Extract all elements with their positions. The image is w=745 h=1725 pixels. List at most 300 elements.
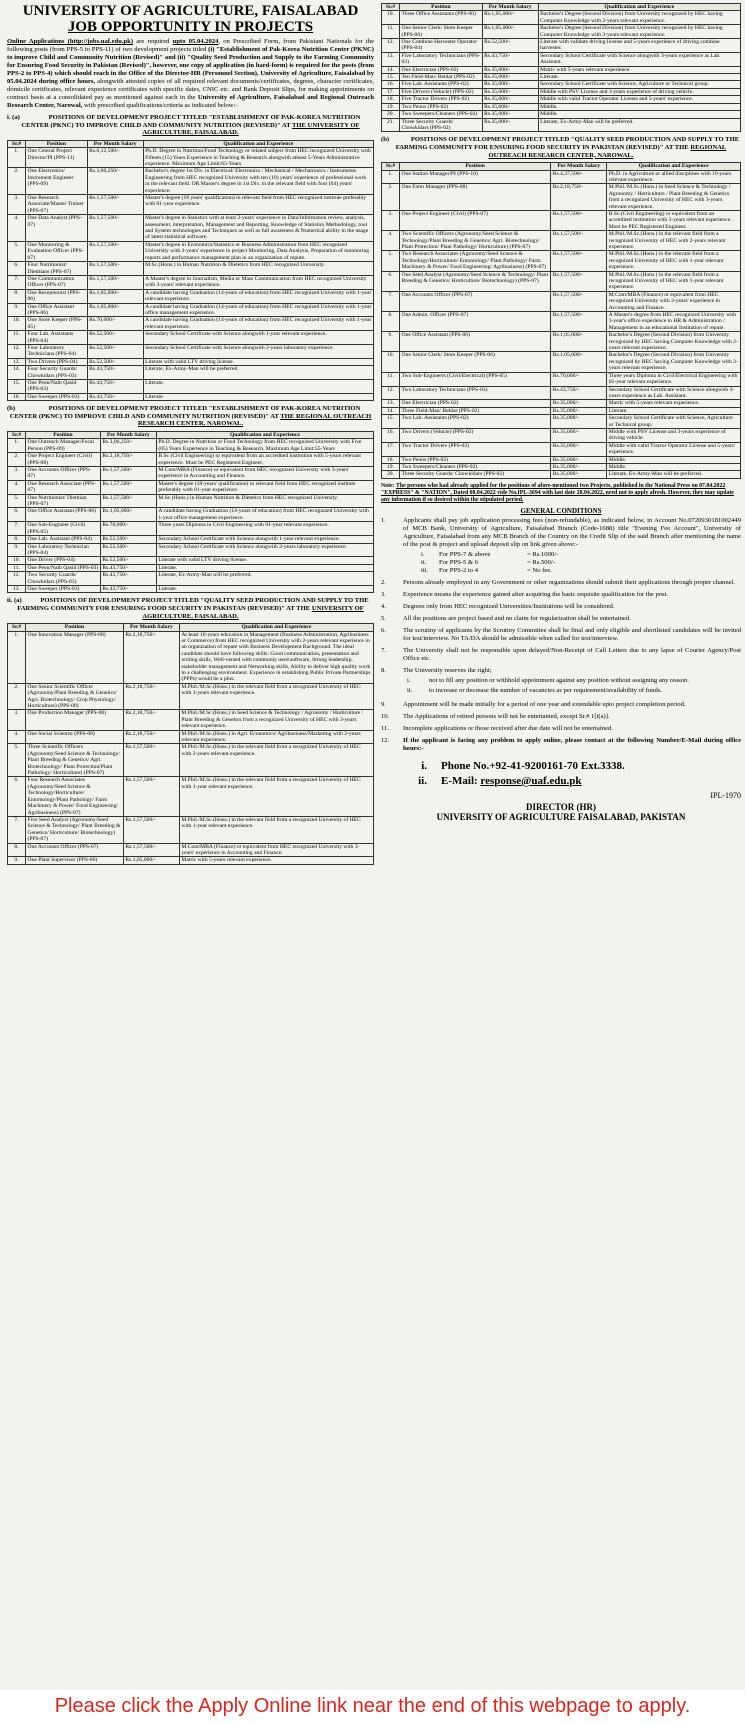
- table-row: [8, 536, 374, 543]
- row-number: 4.: [382, 231, 400, 251]
- section-label: i. (a): [7, 114, 20, 121]
- salary-cell: Rs.35,000/-: [551, 471, 607, 478]
- positions-table: [381, 162, 741, 479]
- table-row: [8, 557, 374, 564]
- table-row: [8, 777, 374, 816]
- salary-cell: Rs.1,57,500/-: [551, 210, 607, 230]
- condition-11: 11. Incomplete applications or those received after due date will not be entertained.: [381, 725, 741, 733]
- qualification-cell: Three years Diploma in Civil/Electrical Engineering with 01-year relevant experience.: [607, 372, 741, 386]
- position-cell: One Plant Supervisor (PPS-06): [26, 857, 124, 864]
- row-number: 11.: [8, 331, 26, 345]
- project-titles: (i) "Establishment of Pak-Korea Nutrition Center (PKNC) to improve Child and Community Nutrition (Revised)" and (ii) "Quality Seed Production and Supply to the Farming Community for Ensuring Food Security in Pakistan (Revised)", however, one copy of application (in hard-form) is required for the posts (from PPS-2 to PPS-4) which should reach in the Office of the Director-HR (Personnel Section), University of Agriculture, Faisalabad by 05.04.2024 during office hours,: [7, 46, 374, 85]
- row-number: 2.: [8, 453, 26, 467]
- position-cell: One Store Keeper (PPS-05): [26, 317, 88, 331]
- table-header-row: [8, 624, 374, 631]
- row-number: 15.: [382, 415, 400, 429]
- position-header: Position: [400, 4, 483, 11]
- fee-list: [421, 551, 741, 575]
- position-cell: Four Laboratory Technicians (PPS-04): [26, 344, 88, 358]
- salary-cell: Rs.1,57,500/-: [551, 291, 607, 311]
- qualification-cell: M.Sc.(Hons.) in Human Nutrition & Dietetics from HEC recognized University.: [156, 494, 373, 508]
- qualification-cell: Literate with validate driving license and 5-years experience of driving combine harvester.: [538, 39, 740, 53]
- row-number: 7.: [8, 275, 26, 289]
- section-ii-b: [381, 136, 741, 478]
- position-cell: Two Peons (PPS-02): [400, 103, 483, 110]
- table-row: [8, 168, 374, 195]
- interview-location: University of Agriculture, Faisalabad and Regional Outreach Research Center, Narowal,: [7, 94, 375, 109]
- qualification-cell: Matric with 5-years relevant experience.: [179, 857, 373, 864]
- table-row: [8, 303, 374, 317]
- online-applications-link[interactable]: Online Applications (http://jobs.uaf.edu.pk): [7, 38, 134, 45]
- condition-text: Applicants shall pay job application processing fees (non-refundable), as indicated below, in Account No.0720930181002449 of MCB Bank, University of Agriculture, Faisalabad Branch (Code-1688) title "Evening Fee Account", University of Agriculture, Faisalabad from any MCB Branch of the Country on the Credit Slip of the said Branch after mentioning the name of the post & project and upload deposit slip on link given above:-: [403, 516, 741, 548]
- qualification-cell: Literate, Ex-Army-Man will be preferred.: [607, 471, 741, 478]
- qualification-cell: M.Phil./M.Sc.(Hons.) in the relevant field from a recognized University of HEC with 2-years relevant experience.: [179, 744, 373, 777]
- row-number: 14.: [382, 66, 400, 73]
- qualification-cell: Middle with valid Tractor Operator License and 5-years' experience.: [538, 96, 740, 103]
- salary-cell: Rs.1,57,500/-: [100, 494, 156, 508]
- position-cell: One Outreach Manager/Focal Person (PPS-09): [26, 439, 101, 453]
- section-label: ii. (a): [7, 597, 22, 605]
- position-cell: Two Research Associates (Agronomy/Seed Science & Technology/Horticulture/ Entomology/ Plant Pathology/ Farm Machinery & Power/ Food Engineering/ Agribusiness) (PPS-07): [400, 251, 551, 271]
- table-row: [382, 118, 741, 132]
- table-row: [8, 275, 374, 289]
- row-number: 8.: [8, 843, 26, 857]
- qualification-cell: M.Phil./M.Sc.(Hons.) in the relevant field from a recognized University of HEC with 3-years relevant experience.: [179, 683, 373, 710]
- position-cell: One Electrician (PPS-02): [400, 400, 551, 407]
- position-cell: One Sweeper (PPS-03): [26, 585, 101, 592]
- qualification-cell: Middle.: [607, 456, 741, 463]
- condition-text: Degrees only from HEC recognized Universities/Institutions will be considered.: [403, 602, 615, 610]
- table-row: [382, 463, 741, 470]
- sr-header: Sr.#: [8, 140, 26, 147]
- positions-table: [7, 623, 374, 865]
- fee-amount: = Rs.1000/-: [527, 550, 559, 558]
- qualification-cell: Literate, Ex-Army-Man will be preferred.: [156, 572, 373, 586]
- general-conditions-heading: GENERAL CONDITIONS: [520, 506, 602, 515]
- qualification-cell: Master's degree (18 years' qualification) in relevant field from HEC recognized institute preferably with 01-year experience.: [143, 195, 373, 215]
- section-title-text: POSITIONS OF DEVELOPMENT PROJECT TITLED "ESTABLISHMENT OF PAK-KOREA NUTRITION CENTER (PKNC) TO IMPROVE CHILD AND COMMUNITY NUTRITION (REVISED)" AT: [21, 114, 361, 129]
- table-row: [382, 103, 741, 110]
- qualification-cell: Literate.: [538, 74, 740, 81]
- table-row: [382, 184, 741, 211]
- table-row: [382, 111, 741, 118]
- qualification-cell: Literate.: [156, 564, 373, 571]
- position-cell: Two Sub-Engineers (Civil/Electrical) (PPS-05): [400, 372, 551, 386]
- salary-cell: Rs.1,05,000/-: [482, 11, 538, 25]
- qualification-cell: Middle.: [538, 111, 740, 118]
- position-cell: One Seed Analyst (Agronomy/Seed Science & Technology/ Plant Breeding & Genetics/ Horticulture/ Biotechnology) (PPS-07): [400, 271, 551, 291]
- section-ii-a-part2: [381, 3, 741, 132]
- qualification-cell: M.Phil./M.Sc.(Hons.) in Agri. Economics/ Agribusiness/Marketing with 2-years relevant experience.: [179, 730, 373, 744]
- qualification-cell: M.Phil./M.Sc.(Hons.) in the relevant field from a recognized University of HEC with 1-year relevant experience.: [179, 777, 373, 816]
- position-cell: Five Lab. Assistants (PPS-02): [400, 81, 483, 88]
- table-row: [8, 631, 374, 683]
- table-row: [8, 744, 374, 777]
- position-cell: Five Seed Analyst (Agronomy/Seed Science & Technology/ Plant Breeding & Genetics/ Horticulture/ Biotechnology) (PPS-07): [26, 816, 124, 843]
- qualification-cell: Middle.: [607, 463, 741, 470]
- row-number: 17.: [382, 442, 400, 456]
- table-row: [382, 352, 741, 372]
- phone-number[interactable]: Phone No.+92-41-9200161-70 Ext.3338.: [441, 759, 625, 772]
- salary-header: Per Month Salary: [87, 140, 143, 147]
- apply-online-notice: Please click the Apply Online link near the end of this webpage to apply.: [54, 1695, 691, 1717]
- qualification-cell: Matric with 5-years relevant experience.: [538, 66, 740, 73]
- qualification-cell: Literate.: [143, 393, 373, 400]
- table-header-row: [382, 4, 741, 11]
- row-number: 4.: [8, 730, 26, 744]
- table-row: [8, 148, 374, 168]
- section-title: [381, 136, 741, 159]
- position-cell: One Office Assistant (PPS-06): [26, 508, 101, 522]
- fee-row: [421, 551, 741, 559]
- section-title-location: REGIONAL OUTREACH RESEARCH CENTER, NAROWAL.: [488, 143, 727, 159]
- qualification-cell: M.Com/MBA (Finance) or equivalent from HEC recognized University with 3-years' experience in Accounting and Finance.: [179, 843, 373, 857]
- row-number: 13.: [8, 358, 26, 365]
- table-row: [8, 564, 374, 571]
- position-cell: One Peon/Naib Qasid (PPS-03): [26, 564, 101, 571]
- row-number: 5.: [8, 241, 26, 261]
- qualification-cell: Literate with valid LTV driving license.: [143, 358, 373, 365]
- position-cell: One Social Scientist (PPS-08): [26, 730, 124, 744]
- salary-cell: Rs.35,000/-: [482, 118, 538, 132]
- qualification-cell: Middle.: [538, 103, 740, 110]
- table-row: [8, 358, 374, 365]
- table-row: [382, 372, 741, 386]
- row-number: 3.: [8, 467, 26, 481]
- intro-text: with prescribed qualifications/criteria as indicated below:-: [82, 102, 238, 109]
- qualification-cell: A Master's degree from HEC recognized University with 3-year's office experience in HR & Administration / Management in an educational Institution of repute.: [607, 312, 741, 332]
- salary-cell: Rs.70,000/-: [87, 317, 143, 331]
- fee-amount: = No fee.: [527, 566, 552, 574]
- position-cell: One Lab. Assistant (PPS-04): [26, 536, 101, 543]
- row-number: 1.: [382, 170, 400, 184]
- row-number: 10.: [382, 352, 400, 372]
- table-row: [382, 39, 741, 53]
- qualification-cell: B.Sc (Civil Engineering) or equivalent from an accredited institution with 5-years relevant experience. Must be PEC Registered Engineer.: [156, 453, 373, 467]
- table-row: [8, 522, 374, 536]
- section-i-a: [7, 114, 374, 401]
- position-cell: One Research Associate/Master Trainer (PPS-07): [26, 195, 88, 215]
- condition-7: 7. The University shall not be responsible upon delayed/Non-Receipt of Call Letters due to any lapse of Courier Agency/Post Office etc.: [381, 646, 741, 662]
- qualification-header: Qualification and Experience: [179, 624, 373, 631]
- condition-text: The University reserves the right;: [403, 666, 492, 674]
- row-number: 2.: [8, 168, 26, 195]
- salary-cell: Rs.35,000/-: [482, 66, 538, 73]
- qualification-cell: A candidate having Graduation (14-years of education) from HEC recognized University with 1-year relevant experience.: [143, 317, 373, 331]
- table-row: [8, 494, 374, 508]
- section-title-location: THE UNIVERSITY OF AGRICULTURE, FAISALABAD.: [142, 121, 360, 137]
- salary-cell: Rs.70,000/-: [100, 522, 156, 536]
- position-header: Position: [26, 140, 88, 147]
- position-cell: One Driver (PPS-04): [26, 557, 101, 564]
- row-number: 18.: [382, 96, 400, 103]
- qualification-cell: Bachelor's degree 1st Div. in Electrical/ Electronics / Mechanical / Mechatronics / Instruments Engineering from HEC recognized University with ten (10) years' experience of professional work in the relevant field. OR Master's degree in 1st Div. in the relevant field with four (04) years' experience.: [143, 168, 373, 195]
- qualification-cell: Secondary School Certificate with Science alongwith 3-years experience as Lab. Assistant.: [607, 386, 741, 400]
- positions-table: [381, 3, 741, 132]
- row-number: 12.: [382, 39, 400, 53]
- row-number: 20.: [382, 111, 400, 118]
- table-row: [382, 81, 741, 88]
- position-cell: One Monitoring & Evaluation Officer (PPS-07): [26, 241, 88, 261]
- table-row: [382, 456, 741, 463]
- qualification-cell: Secondary School Certificate with Science alongwith 1-year relevant experience.: [156, 536, 373, 543]
- qualification-cell: Secondary School Certificate with Science alongwith 1-year relevant experience.: [143, 331, 373, 345]
- table-row: [382, 271, 741, 291]
- position-cell: Five Drivers (Vehicle) (PPS-02): [400, 88, 483, 95]
- table-row: [8, 508, 374, 522]
- section-title-text: POSITIONS OF DEVELOPMENT PROJECT TITLED "ESTABLISHMENT OF PAK-KOREA NUTRITION CENTER (PKNC) TO IMPROVE CHILD AND COMMUNITY NUTRITION (REVISED)" AT: [9, 405, 361, 420]
- salary-cell: Rs.35,000/-: [482, 111, 538, 118]
- sr-header: Sr.#: [8, 432, 26, 439]
- section-ii-a-part1: [7, 597, 374, 864]
- salary-cell: Rs.35,000/-: [551, 428, 607, 442]
- row-number: 13.: [8, 585, 26, 592]
- table-row: [8, 730, 374, 744]
- salary-cell: Rs.1,57,500/-: [123, 816, 179, 843]
- position-cell: Three Office Assistants (PPS-06): [400, 11, 483, 25]
- row-number: 4.: [8, 215, 26, 242]
- salary-cell: Rs.43,750/-: [482, 52, 538, 66]
- condition-5: 5. All the positions are project based and no claim for regularization shall be entertained.: [381, 615, 741, 623]
- row-number: 9.: [382, 332, 400, 352]
- condition-9: 9. Appointment will be made initially for a period of one year and extendable upto project completion period.: [381, 701, 741, 709]
- intro-text: are required: [133, 38, 173, 45]
- table-header-row: [8, 432, 374, 439]
- salary-cell: Rs.1,57,500/-: [551, 231, 607, 251]
- qualification-cell: Bachelor's Degree (Second Division) from University recognized by HEC having Computer Knowledge with 3-years relevant experience.: [538, 25, 740, 39]
- salary-cell: Rs.1,57,500/-: [551, 251, 607, 271]
- position-cell: One Sub-Engineer (Civil) (PPS-05): [26, 522, 101, 536]
- qualification-cell: A candidate having Graduation (14-years of education) from HEC recognized University with 1-year relevant experience.: [143, 289, 373, 303]
- table-row: [8, 683, 374, 710]
- row-number: 5.: [8, 744, 26, 777]
- salary-cell: Rs.1,05,000/-: [123, 857, 179, 864]
- position-cell: One Innovation Manager (PPS-08): [26, 631, 124, 683]
- position-cell: Two Lab. Assistants (PPS-02): [400, 415, 551, 429]
- position-cell: One Admin. Officer (PPS-07): [400, 312, 551, 332]
- salary-cell: Rs.1,57,500/-: [123, 843, 179, 857]
- condition-text: The Applications of retired persons will not be entertained, except Sr.# 1[i(a)].: [403, 712, 610, 720]
- row-number: 12.: [382, 386, 400, 400]
- table-row: [382, 471, 741, 478]
- intro-paragraph: [7, 38, 374, 110]
- ad-heading: JOB OPPORTUNITY IN PROJECTS: [67, 19, 314, 35]
- qualification-cell: Secondary School Certificate with Science alongwith 2-years laboratory experience.: [143, 344, 373, 358]
- table-row: [8, 331, 374, 345]
- table-row: [382, 251, 741, 271]
- qualification-cell: A candidate having Graduation (14-years of education) from HEC recognized University with 1-year office management experience.: [156, 508, 373, 522]
- note-text: The persons who had already applied for the positions of afore-mentioned two Projects, published in the National Press on 07.04.2022 "EXPRESS" & "NATION", Dated 08.04.2022 vide No.IPL-3694 with last date 28.04.2022, need not to apply afresh. However, they may update any information if so desired within the stipulated period.: [381, 482, 734, 503]
- table-row: [382, 291, 741, 311]
- salary-cell: Rs.1,05,000/-: [87, 289, 143, 303]
- position-header: Position: [26, 432, 101, 439]
- row-number: 5.: [8, 494, 26, 508]
- position-cell: Two Security Guards/ Chowkidars (PPS-03): [26, 572, 101, 586]
- position-cell: Three Field-Man/ Beldar (PPS-02): [400, 407, 551, 414]
- sr-header: Sr.#: [382, 163, 400, 170]
- salary-cell: Rs.52,500/-: [482, 39, 538, 53]
- salary-cell: Rs.1,57,500/-: [87, 215, 143, 242]
- position-cell: One Laboratory Technician (PPS-04): [26, 543, 101, 557]
- position-cell: One Nutritionist/ Dietitian (PPS-07): [26, 494, 101, 508]
- row-number: 17.: [382, 88, 400, 95]
- fee-index: iii.: [421, 566, 429, 574]
- director-title: DIRECTOR (HR): [525, 801, 597, 812]
- row-number: 3.: [8, 195, 26, 215]
- note-label: Note:: [381, 482, 395, 489]
- ad-title: [7, 3, 374, 35]
- position-header: Position: [400, 163, 551, 170]
- left-column: [7, 3, 374, 865]
- table-row: [8, 843, 374, 857]
- row-number: 1.: [8, 439, 26, 453]
- table-row: [382, 415, 741, 429]
- salary-cell: Rs.1,05,000/-: [551, 332, 607, 352]
- salary-cell: Rs.1,57,500/-: [551, 312, 607, 332]
- qualification-cell: M.Phil./M.Sc.(Hons.) in the relevant field from a recognized University of HEC with 1-year relevant experience.: [607, 251, 741, 271]
- table-row: [382, 428, 741, 442]
- table-row: [382, 88, 741, 95]
- section-label: (b): [7, 405, 16, 413]
- condition-8: 8. The University reserves the right; i. not to fill any position or withhold appointment against any position without assigning any reason. ii. to increase or decrease the number of vacancies as per requirement/availability of funds.: [381, 666, 689, 694]
- row-number: 15.: [382, 74, 400, 81]
- position-cell: Four Lab. Assistants (PPS-04): [26, 331, 88, 345]
- row-number: 4.: [8, 480, 26, 494]
- position-cell: One Accounts Officer (PPS-07): [26, 467, 101, 481]
- table-row: [8, 480, 374, 494]
- salary-cell: Rs.43,750/-: [100, 564, 156, 571]
- qualification-cell: Matric with 5-years relevant experience.: [607, 400, 741, 407]
- qualification-cell: Three years Diploma in Civil Engineering with 01-year relevant experience.: [156, 522, 373, 536]
- row-number: 9.: [8, 543, 26, 557]
- qualification-cell: Literate with valid LTV driving license.: [156, 557, 373, 564]
- position-cell: Two Drivers (Vehicle) (PPS-02): [400, 428, 551, 442]
- salary-cell: Rs.43,750/-: [87, 366, 143, 380]
- fee-scale: For PPS-5 & 6: [439, 558, 479, 566]
- table-row: [382, 210, 741, 230]
- position-cell: Two Peons (PPS-02): [400, 456, 551, 463]
- salary-cell: Rs.1,57,500/-: [87, 241, 143, 261]
- position-cell: One Electrician (PPS-02): [400, 66, 483, 73]
- intro-text: alongwith attested copies of all required relevant documents/certificates, degrees, character certificates, domicile certificates, relevant experience certificates with specific dates, CNIC etc. and Bank Deposit Slips, for making appointments on contract basis at a consolidated pay as mentioned against each in the: [7, 78, 374, 101]
- row-number: 14.: [382, 407, 400, 414]
- position-cell: Two Drivers (PPS-04): [26, 358, 88, 365]
- qualification-cell: Bachelor's Degree (Second Division) from University recognized by HEC having Computer Knowledge with 2-years relevant experience.: [607, 332, 741, 352]
- email-link[interactable]: response@uaf.edu.pk: [480, 774, 582, 787]
- salary-cell: Rs.35,000/-: [482, 88, 538, 95]
- salary-cell: Rs.35,000/-: [482, 74, 538, 81]
- salary-cell: Rs.2,18,750/-: [123, 730, 179, 744]
- salary-cell: Rs.52,500/-: [100, 557, 156, 564]
- row-number: 8.: [8, 536, 26, 543]
- table-row: [8, 710, 374, 730]
- row-number: 5.: [382, 251, 400, 271]
- condition-4: 4. Degrees only from HEC recognized Universities/Institutions will be considered.: [381, 603, 741, 611]
- qualification-cell: M.Com/MBA (Finance) or equivalent from HEC recognized University with 3-years' experience in Accounting and Finance.: [156, 467, 373, 481]
- position-cell: Ten Field-Man/ Beldar (PPS-02): [400, 74, 483, 81]
- condition-text: The University shall not be responsible upon delayed/Non-Receipt of Call Letters due to any lapse of Courier Agency/Post Office etc.: [403, 646, 741, 662]
- fee-scale: For PPS-2 to 4: [439, 566, 479, 574]
- qualification-header: Qualification and Experience: [538, 4, 740, 11]
- qualification-cell: M.Phil./M.Sc.(Hons.) in the relevant field from a recognized University of HEC with 1-year relevant experience.: [179, 816, 373, 843]
- condition-text: The scrutiny of applicants by the Scrutiny Committee shall be final and only eligible and shortlisted candidates will be invited for test/interview. No TA/DA should be admissible when called for test/interview.: [403, 626, 741, 642]
- table-row: [8, 195, 374, 215]
- qualification-cell: A candidate having Graduation (14-years of education) from HEC recognized University with 1-year office management experience.: [143, 303, 373, 317]
- table-row: [382, 332, 741, 352]
- position-cell: One Office Assistant (PPS-06): [400, 332, 551, 352]
- row-number: 1.: [8, 631, 26, 683]
- table-row: [382, 170, 741, 184]
- salary-cell: Rs.3,06,250/-: [100, 439, 156, 453]
- salary-cell: Rs.1,05,000/-: [100, 508, 156, 522]
- section-title-text: POSITIONS OF DEVELOPMENT PROJECT TITLED "QUALITY SEED PRODUCTION AND SUPPLY TO THE FARMING COMMUNITY FOR ENSURING FOOD SECURITY IN PAKISTAN (REVISED)" AT THE: [17, 597, 369, 612]
- salary-cell: Rs.1,57,500/-: [87, 195, 143, 215]
- row-number: 10.: [8, 557, 26, 564]
- fee-index: i.: [421, 550, 425, 558]
- qualification-cell: Middle with PSV License and 3-years experience of driving vehicle.: [607, 428, 741, 442]
- salary-cell: Rs.2,18,750/-: [123, 710, 179, 730]
- qualification-cell: M.Sc.(Hons.) in Human Nutrition & Dietetics from HEC recognized University.: [143, 262, 373, 276]
- qualification-cell: Ph.D. in Agriculture or allied disciplines with 10-years relevant experience.: [607, 170, 741, 184]
- qualification-cell: Bachelor's Degree (Second Division) from University recognized by HEC having Computer Knowledge with 2-years relevant experience.: [538, 11, 740, 25]
- fee-index: ii.: [421, 558, 427, 566]
- salary-cell: Rs.52,500/-: [87, 344, 143, 358]
- table-row: [8, 262, 374, 276]
- qualification-header: Qualification and Experience: [607, 163, 741, 170]
- salary-cell: Rs.43,750/-: [100, 572, 156, 586]
- table-row: [382, 407, 741, 414]
- salary-cell: Rs.1,57,500/-: [87, 262, 143, 276]
- qualification-cell: B.Sc.(Civil Engineering) or equivalent from an accredited institution with 3-years relevant experience. Must be PEC Registered Engineer.: [607, 210, 741, 230]
- fee-row: [421, 559, 741, 567]
- table-row: [8, 572, 374, 586]
- row-number: 9.: [8, 857, 26, 864]
- table-row: [382, 25, 741, 39]
- table-row: [8, 857, 374, 864]
- table-row: [8, 344, 374, 358]
- table-row: [382, 52, 741, 66]
- salary-header: Per Month Salary: [100, 432, 156, 439]
- salary-cell: Rs.35,000/-: [551, 415, 607, 429]
- condition-text: Persons already employed in any Government or other organizations should submit their applications through proper channel.: [403, 578, 736, 586]
- table-row: [8, 215, 374, 242]
- position-cell: One Accounts Officer (PPS-07): [26, 843, 124, 857]
- row-number: 2.: [8, 683, 26, 710]
- row-number: 21.: [382, 118, 400, 132]
- row-number: 8.: [382, 312, 400, 332]
- qualification-cell: Literate, Ex-Army-Man will be preferred.: [143, 366, 373, 380]
- qualification-cell: A Master's degree in Journalism, Media or Mass Communication from HEC recognized University with 3-years' relevant experience.: [143, 275, 373, 289]
- qualification-cell: Master's degree in Economics/Statistics or Business Administration from HEC recognized University with 3-years' experience in project Monitoring, Data Analysis, Preparation of monitoring reports and performance management plan in an organization of repute.: [143, 241, 373, 261]
- table-row: [8, 439, 374, 453]
- position-cell: Two Sweepers/Cleaners (PPS-02): [400, 463, 551, 470]
- condition-text: If the applicant is facing any problem to apply online, please contact at the following Number/E-Mail during office hours:-: [403, 736, 741, 752]
- row-number: 6.: [382, 271, 400, 291]
- salary-cell: Rs.70,000/-: [551, 372, 607, 386]
- position-cell: Four Security Guards/ Chowkidars (PPS-03): [26, 366, 88, 380]
- table-row: [8, 816, 374, 843]
- condition-10: 10. The Applications of retired persons will not be entertained, except Sr.# 1[i(a)].: [381, 713, 741, 721]
- salary-cell: Rs.35,000/-: [482, 96, 538, 103]
- qualification-cell: Secondary School Certificate with Science alongwith 3-years experience as Lab. Assistant.: [538, 52, 740, 66]
- row-number: 15.: [8, 380, 26, 394]
- position-cell: One Project Engineer (Civil) (PPS-08): [26, 453, 101, 467]
- position-cell: One Project Engineer (Civil) (PPS-07): [400, 210, 551, 230]
- qualification-cell: At least 16-years education in Management (Business Administration, Agribusiness or Commerce) from HEC recognized University with 2-years relevant experience in an organization of repute with Business Development Background. The ideal candidate should have following skills: Good communication, presentation and writing skills, Well-versed with commonly used software, Strong leadership, stakeholder management and Networking skills, Ability to deliver high quality work in a challenging environment. Experience in establishing Public Private Partnerships (PPPs) would be a plus.: [179, 631, 373, 683]
- position-cell: One Production Manager (PPS-08): [26, 710, 124, 730]
- salary-cell: Rs.52,500/-: [100, 543, 156, 557]
- qualification-cell: Literate, Ex-Army-Man will be preferred.: [538, 118, 740, 132]
